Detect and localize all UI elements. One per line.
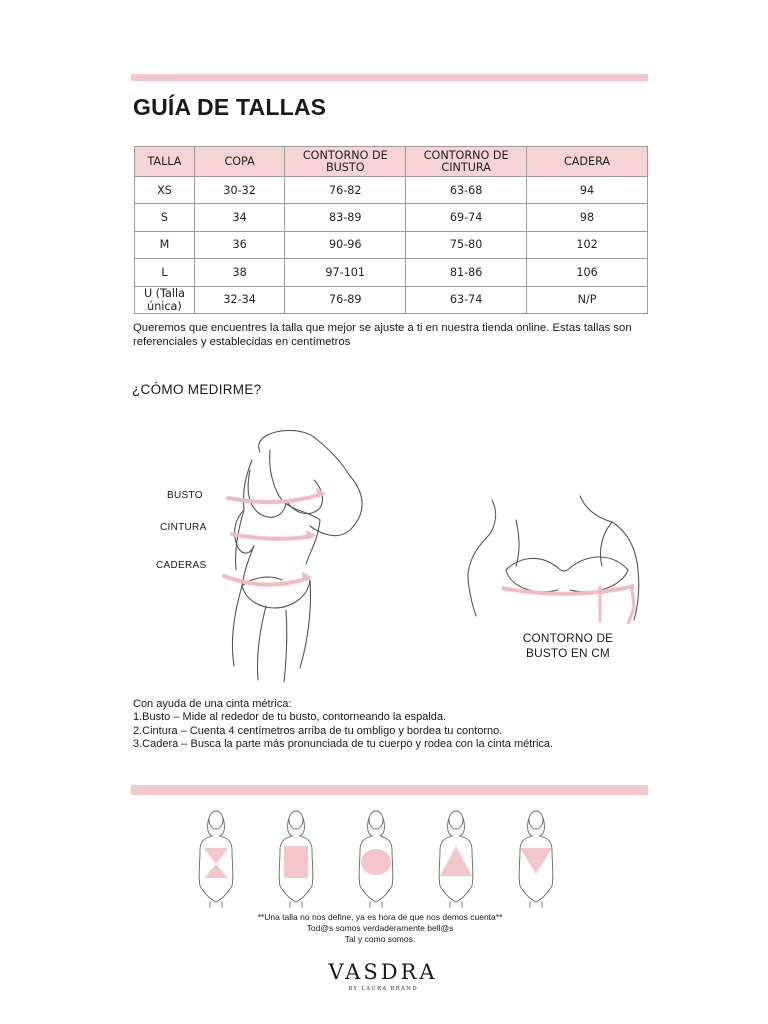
table-row bbox=[135, 286, 648, 313]
column-header: CONTORNO DE BUSTO bbox=[285, 147, 406, 177]
column-header: CONTORNO DE CINTURA bbox=[406, 147, 527, 177]
column-header: TALLA bbox=[135, 147, 195, 177]
section-divider bbox=[131, 785, 648, 795]
steps-intro: Con ayuda de una cinta métrica: bbox=[133, 698, 292, 710]
hourglass-icon bbox=[199, 811, 233, 908]
table-cell: 63-74 bbox=[406, 286, 527, 313]
footnote-line: Tal y como somos. bbox=[344, 934, 416, 944]
table-cell: 98 bbox=[527, 204, 648, 231]
body-shapes-row bbox=[186, 808, 586, 908]
brand-logo: VASDRA bbox=[328, 960, 438, 984]
how-to-heading: ¿CÓMO MEDIRME? bbox=[132, 382, 262, 397]
table-cell: 106 bbox=[527, 259, 648, 286]
top-divider bbox=[131, 74, 648, 81]
column-header: CADERA bbox=[527, 147, 648, 177]
table-cell: 69-74 bbox=[406, 204, 527, 231]
measure-steps bbox=[133, 698, 553, 751]
table-cell: 81-86 bbox=[406, 259, 527, 286]
bust-caption-line: BUSTO EN CM bbox=[526, 646, 610, 660]
rectangle-icon bbox=[279, 811, 313, 908]
table-cell: 83-89 bbox=[285, 204, 406, 231]
bust-caption bbox=[505, 631, 631, 661]
footnote bbox=[180, 912, 580, 945]
bust-caption-line: CONTORNO DE bbox=[522, 631, 614, 645]
round-icon bbox=[359, 811, 393, 908]
table-row bbox=[135, 259, 648, 286]
table-cell: 34 bbox=[194, 204, 284, 231]
table-header-row bbox=[135, 147, 648, 177]
inverted-triangle-icon bbox=[519, 811, 553, 908]
triangle-icon bbox=[439, 811, 473, 908]
waist-label: CINTURA bbox=[160, 522, 207, 533]
bust-label: BUSTO bbox=[167, 490, 203, 501]
table-cell: 32-34 bbox=[194, 286, 284, 313]
table-cell: 38 bbox=[194, 259, 284, 286]
table-cell: XS bbox=[135, 177, 195, 204]
step-item: 2.Cintura – Cuenta 4 centímetros arriba de tu ombligo y bordea tu contorno. bbox=[133, 724, 503, 737]
column-header: COPA bbox=[194, 147, 284, 177]
table-cell: 76-89 bbox=[285, 286, 406, 313]
table-cell: 30-32 bbox=[194, 177, 284, 204]
bust-measure-illustration bbox=[462, 490, 652, 625]
footnote-line: Tod@s somos verdaderamente bell@s bbox=[306, 923, 454, 933]
step-item: 3.Cadera – Busca la parte más pronunciada de tu cuerpo y rodea con la cinta métrica. bbox=[133, 737, 554, 750]
footnote-line: **Una talla no nos define, ya es hora de que nos demos cuenta** bbox=[257, 912, 503, 922]
table-cell: 94 bbox=[527, 177, 648, 204]
table-cell: 63-68 bbox=[406, 177, 527, 204]
table-cell: L bbox=[135, 259, 195, 286]
table-cell: S bbox=[135, 204, 195, 231]
table-row bbox=[135, 204, 648, 231]
table-cell: 90-96 bbox=[285, 231, 406, 258]
brand-tagline: BY LAURA BRAND bbox=[348, 986, 418, 992]
table-cell: M bbox=[135, 231, 195, 258]
size-table bbox=[134, 146, 648, 314]
page-title: GUÍA DE TALLAS bbox=[133, 94, 327, 120]
table-cell: N/P bbox=[527, 286, 648, 313]
table-cell: 75-80 bbox=[406, 231, 527, 258]
table-cell: 97-101 bbox=[285, 259, 406, 286]
table-cell: 102 bbox=[527, 231, 648, 258]
table-cell: 36 bbox=[194, 231, 284, 258]
table-row bbox=[135, 231, 648, 258]
table-cell: U (Talla única) bbox=[135, 286, 195, 313]
step-item: 1.Busto – Mide al rededor de tu busto, contorneando la espalda. bbox=[133, 711, 447, 724]
table-row bbox=[135, 177, 648, 204]
table-cell: 76-82 bbox=[285, 177, 406, 204]
hips-label: CADERAS bbox=[156, 560, 207, 571]
intro-text: Queremos que encuentres la talla que mejor se ajuste a ti en nuestra tienda online. Estas tallas son referenciales y establecidas en centímetros bbox=[133, 322, 632, 348]
